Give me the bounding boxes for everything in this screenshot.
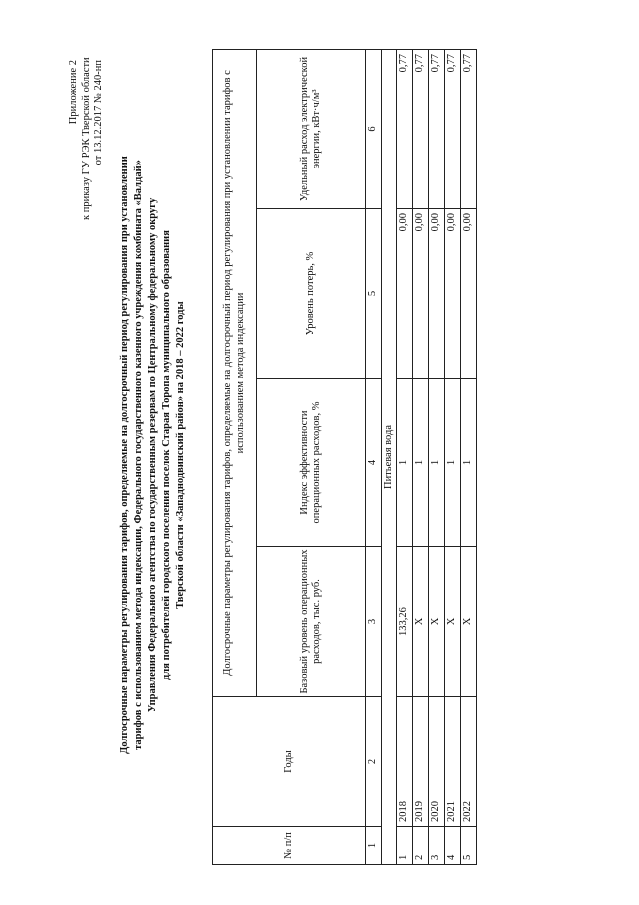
column-number: 5 [366,209,382,379]
appendix-order: к приказу ГУ РЭК Тверской области [80,57,92,220]
row-year: 2019 [413,697,429,827]
column-number: 2 [366,697,382,827]
row-energy-consumption: 0,77 [429,49,445,208]
column-number: 1 [366,827,382,865]
table-row [397,49,413,864]
header-base-level: Базовый уровень операционных расходов, тыс. руб. [257,547,366,697]
section-header: Питьевая вода [382,49,397,864]
header-efficiency-index: Индекс эффективности операционных расходов, % [257,379,366,547]
row-energy-consumption: 0,77 [397,49,413,208]
title-line: Тверской области «Западнодвинский район» на 2018 – 2022 годы [175,301,186,609]
header-years: Годы [213,697,366,827]
row-number: 3 [429,827,445,865]
table-row [429,49,445,864]
row-loss-level: 0,00 [413,209,429,379]
table-row [461,49,477,864]
row-energy-consumption: 0,77 [461,49,477,208]
row-number: 1 [397,827,413,865]
row-efficiency-index: 1 [413,379,429,547]
parameters-table [212,49,477,865]
row-loss-level: 0,00 [429,209,445,379]
appendix-reference [68,57,106,220]
header-group: Долгосрочные параметры регулирования тарифов, определяемые на долгосрочный период регулирования при установлении тарифов с использованием метода индексации [213,49,257,696]
title-line: для потребителей городского поселения поселок Старая Торопа муниципального образования [161,230,172,680]
appendix-number: Приложение 2 [68,60,79,125]
column-number: 4 [366,379,382,547]
table-row [445,49,461,864]
row-energy-consumption: 0,77 [413,49,429,208]
document-title [118,125,188,785]
row-efficiency-index: 1 [397,379,413,547]
row-year: 2020 [429,697,445,827]
row-number: 4 [445,827,461,865]
row-base-level: X [445,547,461,697]
row-base-level: X [429,547,445,697]
row-base-level: X [413,547,429,697]
appendix-date: от 13.12.2017 № 240-нп [93,60,104,166]
header-num: № п/п [213,827,366,865]
row-efficiency-index: 1 [429,379,445,547]
row-number: 5 [461,827,477,865]
table-row [413,49,429,864]
row-energy-consumption: 0,77 [445,49,461,208]
row-year: 2022 [461,697,477,827]
row-efficiency-index: 1 [445,379,461,547]
row-number: 2 [413,827,429,865]
title-line: Управления Федерального агентства по государственным резервам по Центральному федеральному округу [147,197,158,713]
row-loss-level: 0,00 [397,209,413,379]
row-loss-level: 0,00 [445,209,461,379]
title-line: тарифов с использованием метода индексации, Федерального государственного казенного учреждения комбината «Валдай» [133,160,144,750]
row-year: 2021 [445,697,461,827]
column-number: 3 [366,547,382,697]
row-base-level: 133,26 [397,547,413,697]
header-energy-consumption: Удельный расход электрической энергии, кВт·ч/м³ [257,49,366,208]
column-number: 6 [366,49,382,208]
header-loss-level: Уровень потерь, % [257,209,366,379]
title-line: Долгосрочные параметры регулирования тарифов, определяемые на долгосрочный период регулирования при установлении [119,156,130,754]
row-year: 2018 [397,697,413,827]
row-loss-level: 0,00 [461,209,477,379]
row-base-level: X [461,547,477,697]
row-efficiency-index: 1 [461,379,477,547]
